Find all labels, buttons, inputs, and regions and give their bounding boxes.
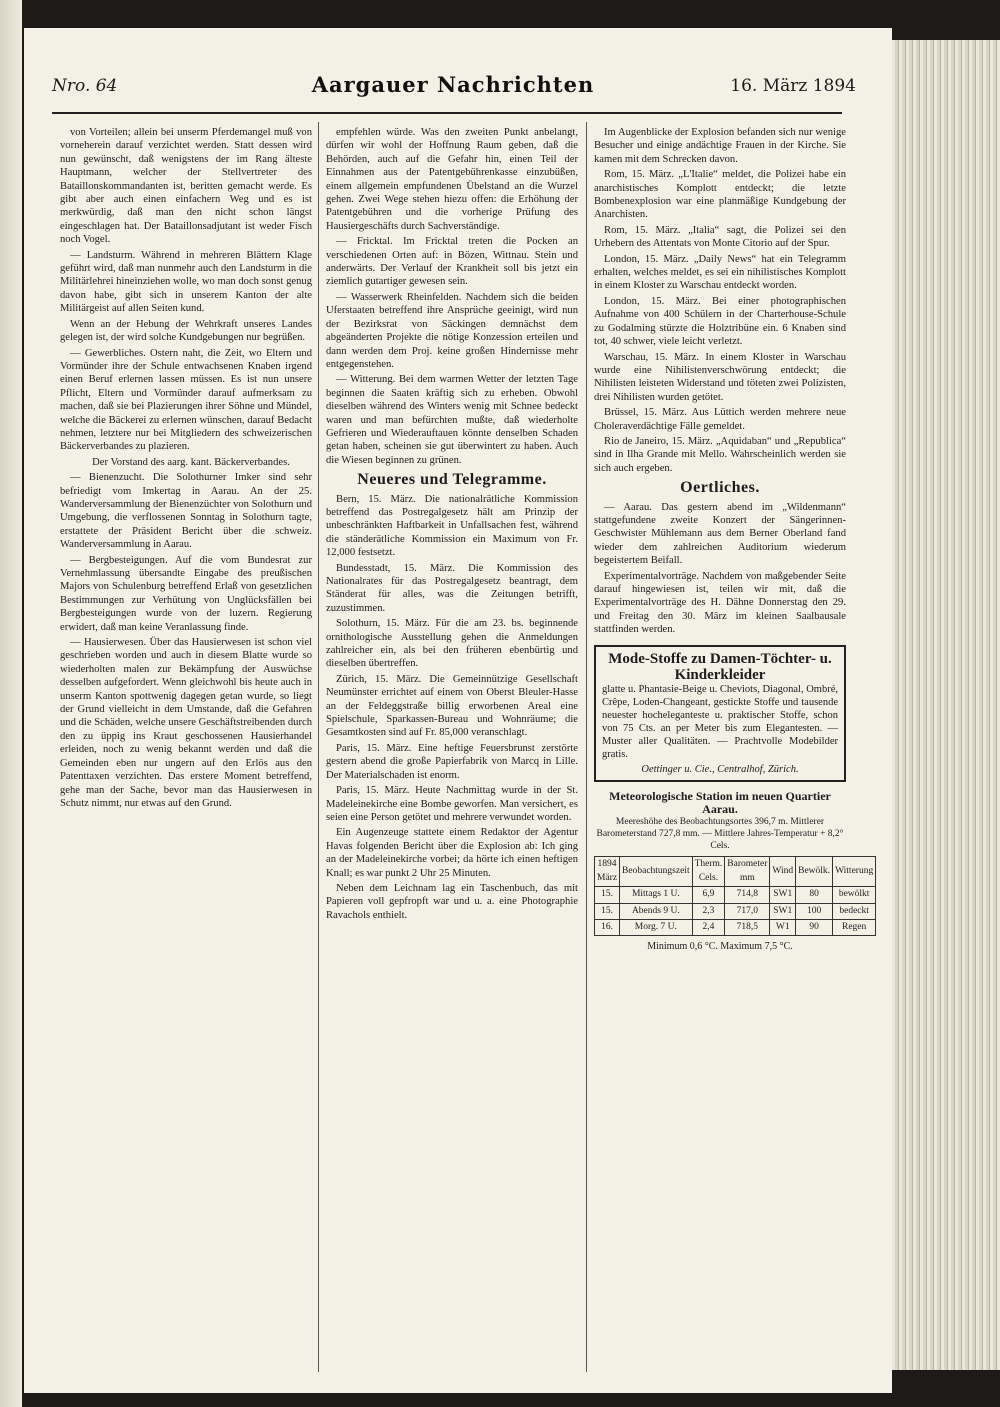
column-2 [326, 126, 578, 1376]
masthead [38, 70, 868, 110]
weather-station-subtitle: Meereshöhe des Beobachtungsortes 396,7 m. Mittlerer Barometerstand 727,8 mm. — Mittlere Jahres-Temperatur + 8,2° Cels. [596, 817, 844, 852]
telegram-item: London, 15. März. Bei einer photographischen Aufnahme von 400 Schülern in der Charterhouse-Schule zu Godalming stürzte die Holztribüne ein. 6 Knaben sind tot, 40 schwer, viele leicht verletzt. [594, 295, 846, 348]
telegram-item: London, 15. März. „Daily News“ hat ein Telegramm erhalten, welches meldet, es sei ein nihilistisches Komplott in einem Kloster zu Warschau entdeckt worden. [594, 253, 846, 292]
telegram-item: Brüssel, 15. März. Aus Lüttich werden mehrere neue Choleraverdächtige Fälle gemeldet. [594, 407, 846, 432]
left-page-edge [0, 0, 22, 1407]
table-header-cell: 1894 März [595, 857, 620, 887]
telegram-item: Paris, 15. März. Heute Nachmittag wurde in der St. Madeleinekirche eine Bombe geworfen. Man versichert, es seien eine Person getötet und mehrere verwundet worden. [326, 785, 578, 823]
telegram-item: Bern, 15. März. Die nationalrätliche Kommission betreffend das Postregalgesetz hält am Prinzip der unbeschränkten Haftbarkeit in Unfallsachen fest, während die ständerätliche Kommission ein Maximum von Fr. 12,000 festsetzt. [326, 493, 578, 559]
table-cell: bewölkt [833, 887, 876, 903]
table-cell: 714,8 [725, 887, 770, 903]
local-news-item: — Aarau. Das gestern abend im „Wildenmann“ stattgefundene zweite Konzert der Sängerinnen-Geschwister Mühlemann aus dem Berner Oberland fand wieder dem zahlreichen Auditorium wiederum begeistertem Beifall. [594, 501, 846, 567]
table-cell: 15. [595, 903, 620, 919]
column-1 [60, 126, 312, 1376]
article-paragraph: — Fricktal. Im Fricktal treten die Pocken an verschiedenen Orten auf: in Bözen, Wittnau. Stein und anderwärts. Der Verlauf der Krankheit soll bis jetzt ein ziemlich gutartiger gewesen sein. [326, 236, 578, 288]
table-header-cell: Wind [770, 857, 796, 887]
telegram-item: Zürich, 15. März. Die Gemeinnützige Gesellschaft Neumünster errichtet auf einem von Oberst Bleuler-Hasse an der Feldeggstraße billig erworbenen Areal eine Spielschule, Sparkassen-Bureau und Wohnräume; die Gesamtkosten sind auf Fr. 85,000 veranschlagt. [326, 673, 578, 739]
table-cell: Morg. 7 U. [620, 920, 693, 936]
table-cell: W1 [770, 920, 796, 936]
table-header-cell: Bewölk. [796, 857, 833, 887]
column-divider [586, 122, 587, 1372]
table-header-cell: Beobachtungszeit [620, 857, 693, 887]
telegram-item: Neben dem Leichnam lag ein Taschenbuch, das mit Papieren voll gepfropft war und u. a. eine Photographie Ravachols enthielt. [326, 882, 578, 921]
telegram-item: Rom, 15. März. „L'Italie“ meldet, die Polizei habe ein anarchistisches Komplott entdeckt; die letzte Bombenexplosion war eine planmäßige Kundgebung der Anarchisten. [594, 169, 846, 221]
column-3 [594, 126, 874, 1376]
ad-headline: Mode-Stoffe zu Damen-Töchter- u. Kinderkleider [608, 650, 832, 683]
telegram-item: Solothurn, 15. März. Für die am 23. bs. beginnende ornithologische Ausstellung gehen die Anmeldungen zahlreicher ein, als bei den früheren ebenbürtig und dieselben übertreffen. [326, 618, 578, 670]
local-news-item: Experimentalvorträge. Nachdem von maßgebender Seite darauf hingewiesen ist, teilen wir mit, daß die Experimentalvorträge des H. Dähne Donnerstag den 29. und Freitag den 30. März im kleinen Saalbausale stattfinden werden. [594, 570, 846, 636]
table-cell: 2,4 [692, 920, 725, 936]
issue-number: Nro. 64 [52, 76, 118, 96]
table-cell: 16. [595, 920, 620, 936]
article-paragraph: Wenn an der Hebung der Wehrkraft unseres Landes gelegen ist, der wird solche Kundgebungen nur begrüßen. [60, 318, 312, 344]
page-stack-edge [888, 40, 1000, 1370]
weather-extremes: Minimum 0,6 °C. Maximum 7,5 °C. [647, 941, 793, 953]
article-signature: Der Vorstand des aarg. kant. Bäckerverbandes. [92, 456, 290, 468]
table-cell: 718,5 [725, 920, 770, 936]
table-cell: Regen [833, 920, 876, 936]
telegram-item: Rio de Janeiro, 15. März. „Aquidaban“ und „Republica“ sind in Ilha Grande mit Mello. Wahrscheinlich werden sie sich auch ergeben. [594, 435, 846, 474]
section-heading-telegramme: Neueres und Telegramme. [357, 471, 547, 489]
table-row [595, 903, 876, 919]
article-paragraph: — Gewerbliches. Ostern naht, die Zeit, wo Eltern und Vormünder ihre der Schule entwachsenen Knaben irgend einen Beruf erlernen lassen müssen. Es ist nun unsere Pflicht, Eltern und Vormünder darauf aufmerksam zu machen, daß sie bei Plazierungen ihrer Söhne und Mündel, welche die Bäckerei zu erlernen wünschen, darauf Bedacht nehmen, letztere nur bei Mitgliedern des schweizerischen Bäckerverbandes zu plazieren. [60, 347, 312, 453]
article-paragraph: von Vorteilen; allein bei unserm Pferdemangel muß von vorneherein darauf verzichtet werden. Statt dessen wird nun gewünscht, daß wenigstens der im Rang älteste Hauptmann, welcher der Stellvertreter des Bataillonskommandanten ist, beritten gemacht werde. Es gibt aber auch einen einfachern Weg und es ist merkwürdig, daß man den nicht schon längst eingeschlagen hat. Der Bataillonsadjutant ist weder Fisch noch Vogel. [60, 127, 312, 246]
table-cell: 6,9 [692, 887, 725, 903]
article-paragraph: — Bienenzucht. Die Solothurner Imker sind sehr befriedigt vom Imkertag in Aarau. An der 25. Wanderversammlung der Bienenzüchter von Solothurn und Umgebung, die verflossenen Sonntag in Solothurn tagte, erstattete der Präsident Bericht über die schweiz. Wanderversammlung in Aarau. [60, 472, 312, 551]
article-paragraph: — Wasserwerk Rheinfelden. Nachdem sich die beiden Uferstaaten betreffend ihre Ansprüche geeinigt, wird nun der Bezirksrat von Säckingen demnächst dem abgeänderten Projekte die nötige Konzession erteilen und dann werden dem Proj. keine großen Hindernisse mehr entgegenstehen. [326, 291, 578, 370]
table-header-cell: Therm. Cels. [692, 857, 725, 887]
telegram-item: Im Augenblicke der Explosion befanden sich nur wenige Besucher und einige andächtige Frauen in der Kirche. Sie kamen mit dem Schrecken davon. [594, 127, 846, 165]
masthead-rule [52, 112, 842, 114]
article-paragraph: — Hausierwesen. Über das Hausierwesen ist schon viel geschrieben worden und auch in diesem Blatte wurde so wiederholten malen zur Bekämpfung der Auswüchse desselben aufgefordert. Wenn gleichwohl bis heute auch in unserm Kanton spottwenig dagegen getan wurde, so liegt der Grund vielleicht in dem Umstande, daß die Gefahren und die Schäden, welche unsere Geschäftstreibenden durch den zu üppig ins Kraut geschossenen Hausierhandel erleiden, noch zu wenig bekannt werden und daß die Gemeinden eben nur ungern auf den Erlös aus den Patenttaxen verzichten. Das erstere Moment betreffend, gehe man der Sache, bevor man das Hausierwesen in Schutz nimmt, nur etwas auf den Grund. [60, 637, 312, 809]
table-row [595, 920, 876, 936]
column-divider [318, 122, 319, 1372]
table-cell: 90 [796, 920, 833, 936]
article-paragraph: — Landsturm. Während in mehreren Blättern Klage geführt wird, daß man nunmehr auch den Landsturm in die Militärlehrei hineinziehen wolle, wo man doch sonst genug davon habe, gibt sich in unserem Kanton der alte Militärgeist auf allen Seiten kund. [60, 249, 312, 315]
issue-date: 16. März 1894 [730, 76, 856, 96]
table-cell: 100 [796, 903, 833, 919]
table-header-cell: Witterung [833, 857, 876, 887]
table-header-row [595, 857, 876, 887]
weather-table [594, 856, 876, 936]
table-cell: 2,3 [692, 903, 725, 919]
telegram-item: Bundesstadt, 15. März. Die Kommission des Nationalrates für das Postregalgesetz beantragt, dem Ständerat für alles, was die Zeitungen betrifft, zuzustimmen. [326, 562, 578, 614]
table-cell: Abends 9 U. [620, 903, 693, 919]
advertisement [594, 645, 846, 782]
telegram-item: Rom, 15. März. „Italia“ sagt, die Polizei sei den Urhebern des Attentats von Monte Citorio auf der Spur. [594, 224, 846, 250]
article-paragraph: — Witterung. Bei dem warmen Wetter der letzten Tage beginnen die Saaten kräftig sich zu erheben. Obwohl dieselben während des Winters wenig mit Schnee bedeckt waren und man befürchten mußte, daß wiederholte Gefrieren und Wiederauftauen könnte denselben Schaden getan haben, scheinen sie gut überwintert zu haben. Auch die Wiesen beginnen zu grünen. [326, 374, 578, 466]
table-cell: SW1 [770, 887, 796, 903]
table-cell: bedeckt [833, 903, 876, 919]
ad-firm: Oettinger u. Cie., Centralhof, Zürich. [641, 763, 799, 775]
table-cell: SW1 [770, 903, 796, 919]
telegram-item: Ein Augenzeuge stattete einem Redaktor der Agentur Havas folgenden Bericht über die Explosion ab: Ich ging an der Madeleinekirche vorbei; da hörte ich einen heftigen Knall; es war punkt 2 Uhr 25 Minuten. [326, 827, 578, 879]
article-paragraph: empfehlen würde. Was den zweiten Punkt anbelangt, dürfen wir wohl der Hoffnung Raum geben, daß die Behörden, auch auf die Gefahr hin, einen Teil der Einnahmen aus der Patentgebührenkasse einzubüßen, einem allgemein empfundenen Übelstand an die Wurzel gehen. Zwei Wege stehen hiezu offen: die Erhöhung der Patentgebühren und die vorherige Prüfung des Hausiergeschäfts durch Sachverständige. [326, 127, 578, 232]
article-paragraph: — Bergbesteigungen. Auf die vom Bundesrat zur Vernehmlassung übersandte Eingabe des preußischen Majors von Schulenburg betreffend Erlaß von gesetzlichen Bestimmungen zur Verhütung von Unglücksfällen bei Bergbesteigungen wurde von der luzern. Regierung erwidert, daß man keine Veranlassung finde. [60, 554, 312, 633]
table-cell: 15. [595, 887, 620, 903]
table-cell: Mittags 1 U. [620, 887, 693, 903]
table-cell: 717,0 [725, 903, 770, 919]
newspaper-title: Aargauer Nachrichten [311, 72, 595, 97]
table-header-cell: Barometer mm [725, 857, 770, 887]
telegram-item: Warschau, 15. März. In einem Kloster in Warschau wurde eine Nihilistenverschwörung entdeckt; die Nihilisten leisteten Widerstand und töteten zwei Polizisten, drei Nihilisten wurden getötet. [594, 351, 846, 403]
section-heading-oertliches: Oertliches. [680, 479, 760, 497]
telegram-item: Paris, 15. März. Eine heftige Feuersbrunst zerstörte gestern abend die große Papierfabrik von Marcq in Lille. Der Materialschaden ist enorm. [326, 742, 578, 781]
table-cell: 80 [796, 887, 833, 903]
weather-station-title: Meteorologische Station im neuen Quartier Aarau. [609, 788, 831, 817]
table-row [595, 887, 876, 903]
ad-body: glatte u. Phantasie-Beige u. Cheviots, Diagonal, Ombré, Crêpe, Loden-Changeant, gestickte Stoffe und tausende neuester hocheleganteste u. praktischer Stoffe, schon von 75 Cts. an per Meter bis zum Elegantesten. — Muster aller Qualitäten. — Prachtvolle Modebilder gratis. [602, 683, 838, 760]
